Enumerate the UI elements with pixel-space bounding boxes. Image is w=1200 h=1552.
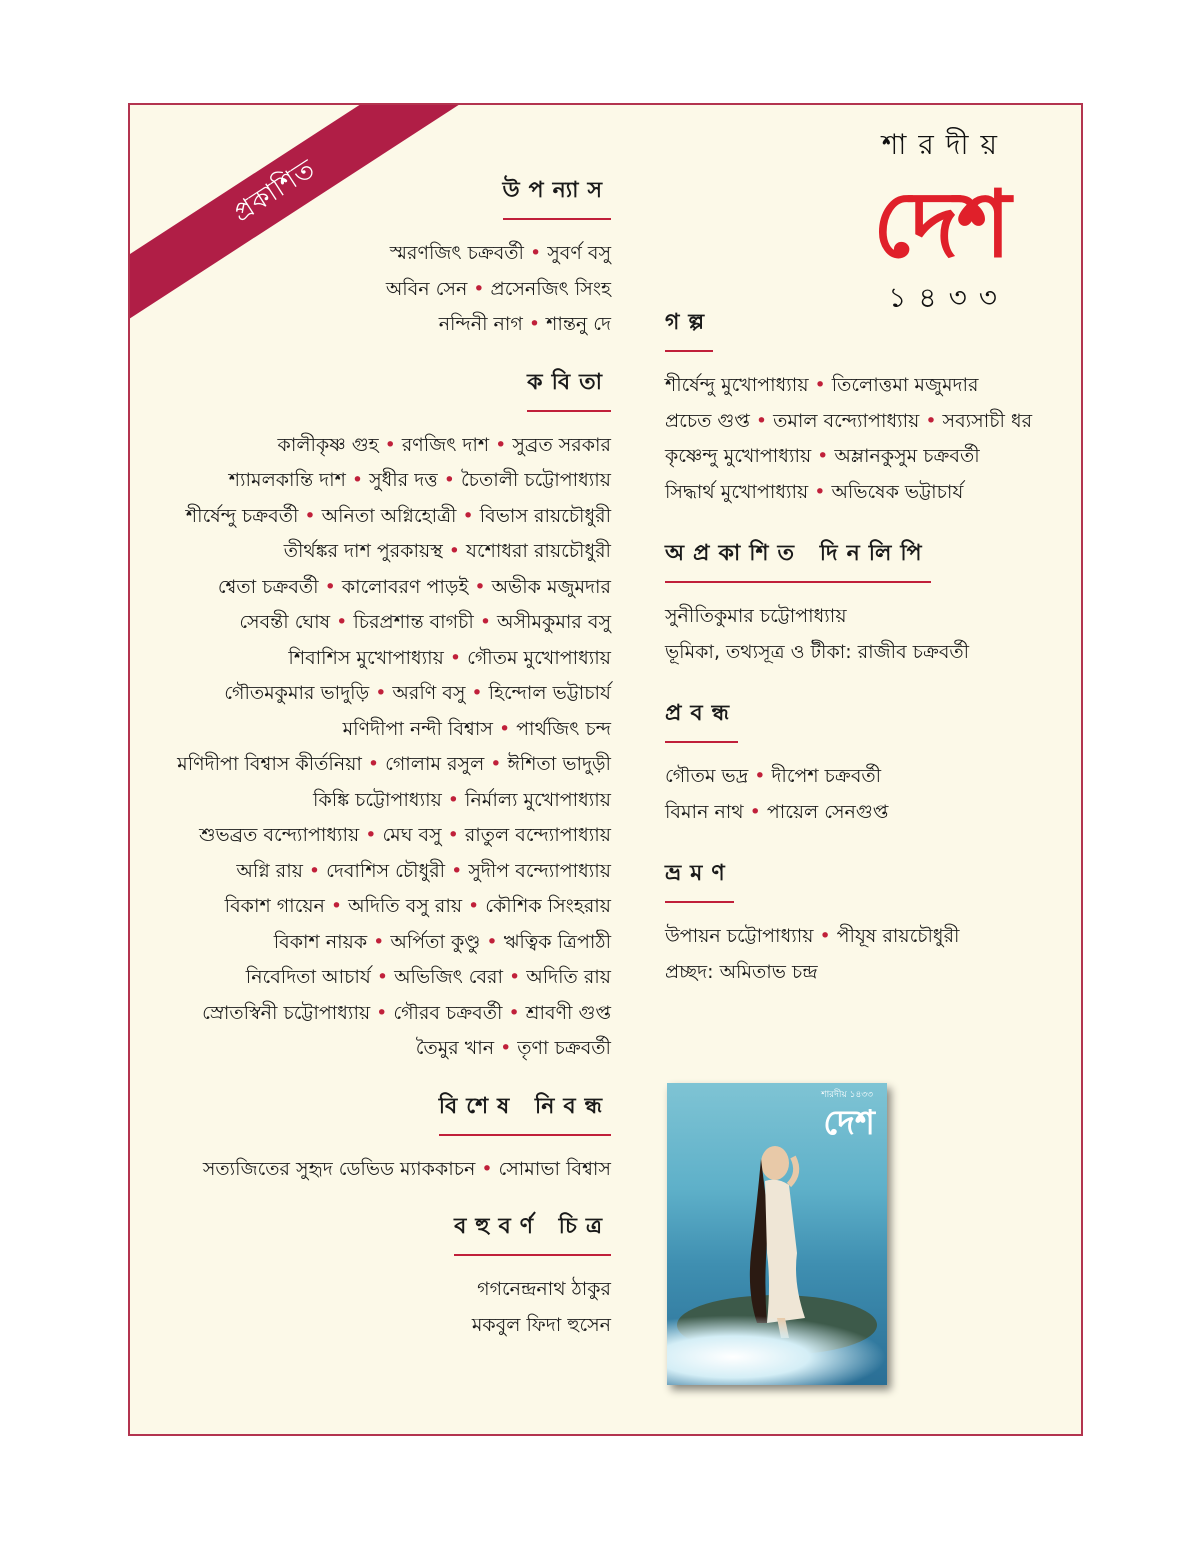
section-title: কবিতা [527,365,611,412]
contributor-name: নিবেদিতা আচার্য [245,966,371,988]
separator-dot: • [500,1037,512,1059]
separator-dot: • [351,469,364,491]
contributor-name: অভিজিৎ বেরা [394,966,504,988]
section-right_sections-2 [665,696,1075,830]
separator-dot: • [754,765,766,787]
separator-dot: • [486,930,498,953]
separator-dot: • [490,753,502,775]
separator-dot: • [447,824,459,846]
contributor-line [141,712,611,748]
page-frame [128,103,1083,1436]
contributor-line [665,635,1075,671]
separator-dot: • [925,409,937,432]
contributor-line [141,996,611,1032]
cover-foam [667,1315,887,1385]
contributor-name: সুবর্ণ বসু [547,242,611,264]
contributor-name: রাতুল বন্দ্যোপাধ্যায় [464,824,611,846]
contributor-name: অদিতি বসু রায় [348,895,463,917]
contributor-line [665,404,1075,440]
contributor-name: অসীমকুমার বসু [497,611,611,633]
separator-dot: • [508,1001,520,1024]
contributor-name: বিমান নাথ [665,800,744,823]
contributor-name: বিকাশ নায়ক [273,930,368,953]
contributor-name: গৌরব চক্রবর্তী [393,1001,503,1024]
contributor-name: কিঙ্কি চট্টোপাধ্যায় [313,788,442,811]
separator-dot: • [447,788,460,811]
contributor-name: সুব্রত সরকার [512,433,611,456]
contributor-name: শুভব্রত বন্দ্যোপাধ্যায় [199,824,360,846]
separator-dot: • [443,469,455,491]
cover-label: শারদীয় ১৪৩৩ [821,1090,873,1100]
contributor-name: শিবাশিস মুখোপাধ্যায় [288,646,444,669]
contributor-name: সুনীতিকুমার চট্টোপাধ্যায় [665,605,847,627]
section-title: অপ্রকাশিত দিনলিপি [665,536,931,583]
contributor-line [665,599,1075,635]
contributor-line [141,307,611,343]
contributor-line [665,368,1075,404]
separator-dot: • [373,930,385,953]
contributor-line [141,641,611,677]
contributor-name: মেঘ বসু [382,824,442,846]
contributor-name: অদিতি রায় [526,966,611,988]
contributor-name: স্রোতস্বিনী চট্টোপাধ্যায় [202,1001,371,1024]
contributor-name: যশোধরা রায়চৌধুরী [466,540,611,562]
contributor-name: নির্মাল্য মুখোপাধ্যায় [465,788,611,811]
separator-dot: • [451,859,463,882]
separator-dot: • [330,895,343,917]
right-column [665,305,1075,990]
contributor-name: অভিষেক ভট্টাচার্য [831,480,964,503]
contributor-line [141,534,611,570]
contributor-line [141,818,611,854]
contributor-name: তীর্থঙ্কর দাশ পুরকায়স্থ [283,540,443,562]
section-title: উপন্যাস [503,173,612,220]
contributor-line [141,960,611,996]
contributor-name: কৌশিক সিংহরায় [485,895,611,917]
masthead-logo: দেশ [872,170,1009,278]
separator-dot: • [376,1001,388,1024]
contributor-line [141,676,611,712]
contributor-name: গৌতম মুখোপাধ্যায় [467,646,611,669]
separator-dot: • [365,824,377,846]
contributor-name: চৈতালী চট্টোপাধ্যায় [461,469,611,491]
contributor-line [665,795,1075,831]
contributor-name: পীযূষ রায়চৌধুরী [836,925,960,947]
contributor-name: কৃষ্ণেন্দু মুখোপাধ্যায় [665,445,812,467]
contributor-name: কালোবরণ পাড়ই [341,575,469,598]
section-right_sections-0 [665,305,1075,510]
contributor-line [141,570,611,606]
contributor-name: ভূমিকা, তথ্যসূত্র ও টীকা: রাজীব চক্রবর্তী [665,640,970,663]
section-title: গল্প [665,305,713,352]
contributor-name: সুধীর দত্ত [369,469,438,491]
contributor-line [141,236,611,272]
contributor-name: রণজিৎ দাশ [401,433,490,456]
separator-dot: • [473,277,485,300]
contributor-name: তৃণা চক্রবর্তী [517,1037,611,1059]
separator-dot: • [509,966,521,988]
contributor-line [141,854,611,890]
contributor-name: শান্তনু দে [546,313,611,335]
contributor-name: তৈমুর খান [415,1037,495,1059]
separator-dot: • [471,682,483,704]
contributor-name: নন্দিনী নাগ [438,313,523,335]
contributor-name: ঋত্বিক ত্রিপাঠী [503,930,611,953]
contributor-name: সব্যসাচী ধর [942,409,1033,432]
contributor-name: প্রসেনজিৎ সিংহ [490,277,611,300]
contributor-name: কালীকৃষ্ণ গুহ [277,433,379,456]
contributor-line [141,272,611,308]
contributor-name: গগনেন্দ্রনাথ ঠাকুর [477,1278,611,1300]
contributor-name: মণিদীপা নন্দী বিশ্বাস [342,717,493,740]
contributor-name: তমাল বন্দ্যোপাধ্যায় [773,409,920,432]
contributor-name: শ্যামলকান্তি দাশ [228,469,346,491]
separator-dot: • [755,409,768,432]
contributor-name: অর্পিতা কুণ্ডু [390,930,481,953]
contributor-name: পায়েল সেনগুপ্ত [766,800,889,823]
masthead [779,123,1009,323]
separator-dot: • [367,753,380,775]
cover-image [667,1083,887,1385]
contributor-name: বিভাস রায়চৌধুরী [479,504,611,527]
section-title: প্রবন্ধ [665,696,738,743]
contributor-name: অম্লানকুসুম চক্রবর্তী [834,445,980,467]
contributor-name: পার্থজিৎ চন্দ [516,717,611,740]
separator-dot: • [495,433,507,456]
contributor-line [141,605,611,641]
contributor-name: সত্যজিতের সুহৃদ ডেভিড ম্যাককাচন [202,1157,476,1180]
contributor-name: গৌতমকুমার ভাদুড়ি [224,682,370,704]
separator-dot: • [817,445,829,467]
section-left_sections-0 [141,173,611,343]
contributor-line [141,1308,611,1344]
section-left_sections-3 [141,1209,611,1343]
contributor-name: গৌতম ভদ্র [665,765,749,787]
contributor-name: প্রচেত গুপ্ত [665,409,750,432]
separator-dot: • [449,646,462,669]
separator-dot: • [384,433,396,456]
ribbon-label: প্রকাশিত [227,153,321,229]
separator-dot: • [308,859,321,882]
cover-logo: দেশ [823,1103,875,1143]
contributor-name: অভীক মজুমদার [491,575,611,598]
section-left_sections-2 [141,1089,611,1188]
contributor-line [141,499,611,535]
separator-dot: • [474,575,486,598]
contributor-line [141,463,611,499]
contributor-line [665,919,1075,955]
contributor-name: অরণি বসু [392,682,466,704]
separator-dot: • [528,313,541,335]
contributor-name: বিকাশ গায়েন [224,895,325,917]
masthead-top: শারদীয় [881,128,1009,161]
contributor-name: গোলাম রসুল [385,753,485,775]
contributor-name: তিলোত্তমা মজুমদার [831,374,979,396]
contributor-line [665,955,1075,991]
left-column [141,173,611,1343]
contributor-name: দীপেশ চক্রবর্তী [771,765,882,787]
separator-dot: • [336,611,348,633]
contributor-name: অবিন সেন [385,277,468,300]
contributor-name: প্রচ্ছদ: অমিতাভ চন্দ্র [665,960,818,983]
contributor-name: মণিদীপা বিশ্বাস কীর্তনিয়া [177,753,362,775]
separator-dot: • [481,1157,493,1180]
contributor-name: ঈশিতা ভাদুড়ী [507,753,611,775]
separator-dot: • [819,925,831,947]
contributor-name: শীর্ষেন্দু মুখোপাধ্যায় [665,374,809,396]
contributor-line [141,889,611,925]
contributor-name: উপায়ন চট্টোপাধ্যায় [665,925,814,947]
contributor-name: শীর্ষেন্দু চক্রবর্তী [185,504,299,527]
contributor-line [141,428,611,464]
contributor-name: মকবুল ফিদা হুসেন [471,1313,611,1336]
contributor-name: দেবাশিস চৌধুরী [326,859,446,882]
contributor-line [141,783,611,819]
contributor-line [665,759,1075,795]
separator-dot: • [530,242,542,264]
contributor-name: অগ্নি রায় [236,859,303,882]
section-right_sections-3 [665,856,1075,990]
contributor-line [141,925,611,961]
separator-dot: • [749,800,761,823]
contributor-name: অনিতা অগ্নিহোত্রী [321,504,457,527]
section-title: ভ্রমণ [665,856,734,903]
separator-dot: • [479,611,492,633]
section-title: বিশেষ নিবন্ধ [439,1089,611,1136]
masthead-year: ১৪৩৩ [888,281,1009,314]
contributor-line [141,1272,611,1308]
contributor-line [665,475,1075,511]
separator-dot: • [498,717,511,740]
contributor-line [141,1031,611,1067]
contributor-name: সোমাভা বিশ্বাস [498,1157,611,1180]
contributor-name: হিন্দোল ভট্টাচার্য [488,682,611,704]
contributor-name: চিরপ্রশান্ত বাগচী [353,611,474,633]
separator-dot: • [304,504,316,527]
separator-dot: • [468,895,480,917]
separator-dot: • [814,374,826,396]
contributor-line [141,1152,611,1188]
separator-dot: • [462,504,474,527]
section-right_sections-1 [665,536,1075,670]
separator-dot: • [448,540,460,562]
separator-dot: • [814,480,826,503]
section-left_sections-1 [141,365,611,1067]
separator-dot: • [324,575,336,598]
contributor-line [141,747,611,783]
contributor-name: সেবন্তী ঘোষ [239,611,331,633]
contributor-name: সিদ্ধার্থ মুখোপাধ্যায় [665,480,809,503]
contributor-name: স্মরণজিৎ চক্রবর্তী [389,242,524,264]
contributor-line [665,439,1075,475]
contributor-name: সুদীপ বন্দ্যোপাধ্যায় [468,859,611,882]
separator-dot: • [375,682,387,704]
separator-dot: • [376,966,389,988]
cover-figure [727,1133,827,1343]
section-title: বহুবর্ণ চিত্র [454,1209,611,1256]
contributor-name: শ্রাবণী গুপ্ত [525,1001,611,1024]
contributor-name: শ্বেতা চক্রবর্তী [217,575,319,598]
